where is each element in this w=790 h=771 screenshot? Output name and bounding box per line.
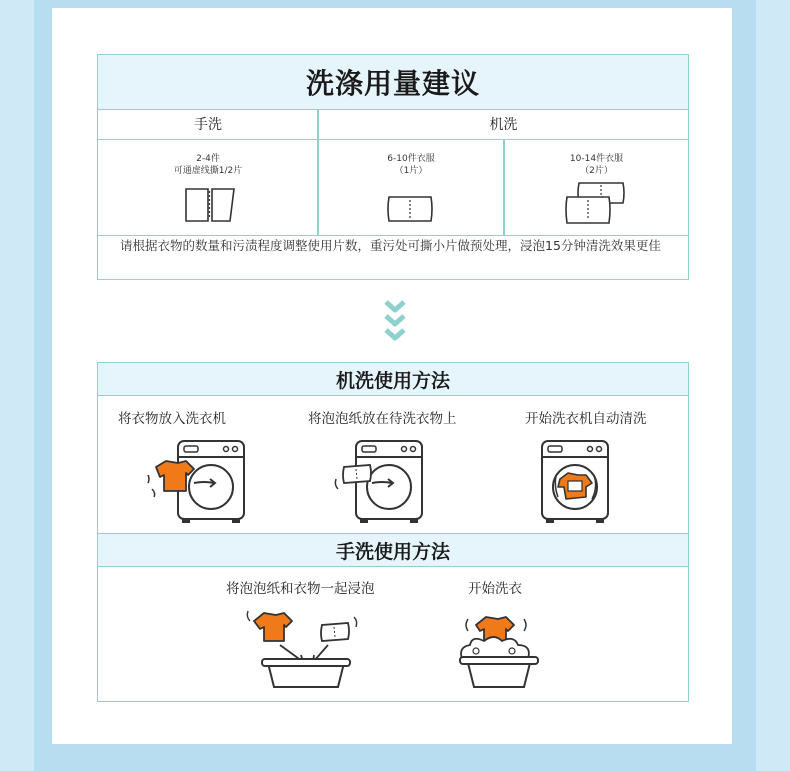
dosage-cell-line1: 6-10件衣服: [387, 154, 435, 164]
hand-method-title: 手洗使用方法: [98, 533, 688, 567]
dosage-cell-line2: 可通虚线撕1/2片: [173, 166, 243, 176]
half-sheet-icon: [182, 185, 238, 225]
dosage-title: 洗涤用量建议: [98, 55, 688, 110]
machine-method-title: 机洗使用方法: [98, 363, 688, 396]
dosage-table: [97, 54, 689, 280]
dosage-note: 请根据衣物的数量和污渍程度调整使用片数，重污处可撕小片做预处理，浸泡15分钟清洗效果更佳: [120, 238, 661, 253]
dosage-cell-machine-2: [505, 139, 688, 235]
machine-step-1-label: 将衣物放入洗衣机: [118, 411, 226, 427]
dosage-header-row: [98, 109, 688, 140]
methods-table: [97, 362, 689, 702]
dosage-cell-machine-1: [319, 139, 503, 235]
dosage-cell-hand: [98, 139, 318, 235]
washing-machine-add-sheet-icon: [330, 435, 440, 525]
machine-step-3-label: 开始洗衣机自动清洗: [525, 411, 647, 427]
dosage-cell-line1: 10-14件衣服: [569, 154, 624, 164]
hand-step-2-label: 开始洗衣: [468, 581, 522, 597]
basin-soak-icon: [244, 601, 374, 693]
washing-machine-running-icon: [532, 435, 622, 525]
machine-step-2-label: 将泡泡纸放在待洗衣物上: [308, 411, 457, 427]
one-sheet-icon: [383, 191, 439, 225]
two-sheets-icon: [561, 179, 631, 229]
dosage-cell-line2: （1片）: [394, 166, 428, 176]
dosage-cell-line1: 2-4件: [196, 154, 220, 164]
chevron-down-icon: [381, 298, 409, 348]
hand-step-1-label: 将泡泡纸和衣物一起浸泡: [226, 581, 375, 597]
dosage-cell-line2: （2片）: [580, 166, 613, 176]
hand-wash-header: 手洗: [194, 117, 222, 133]
dosage-body-row: [98, 139, 688, 236]
basin-washing-icon: [454, 607, 544, 693]
washing-machine-add-clothes-icon: [142, 435, 252, 525]
machine-wash-header: 机洗: [489, 117, 518, 133]
